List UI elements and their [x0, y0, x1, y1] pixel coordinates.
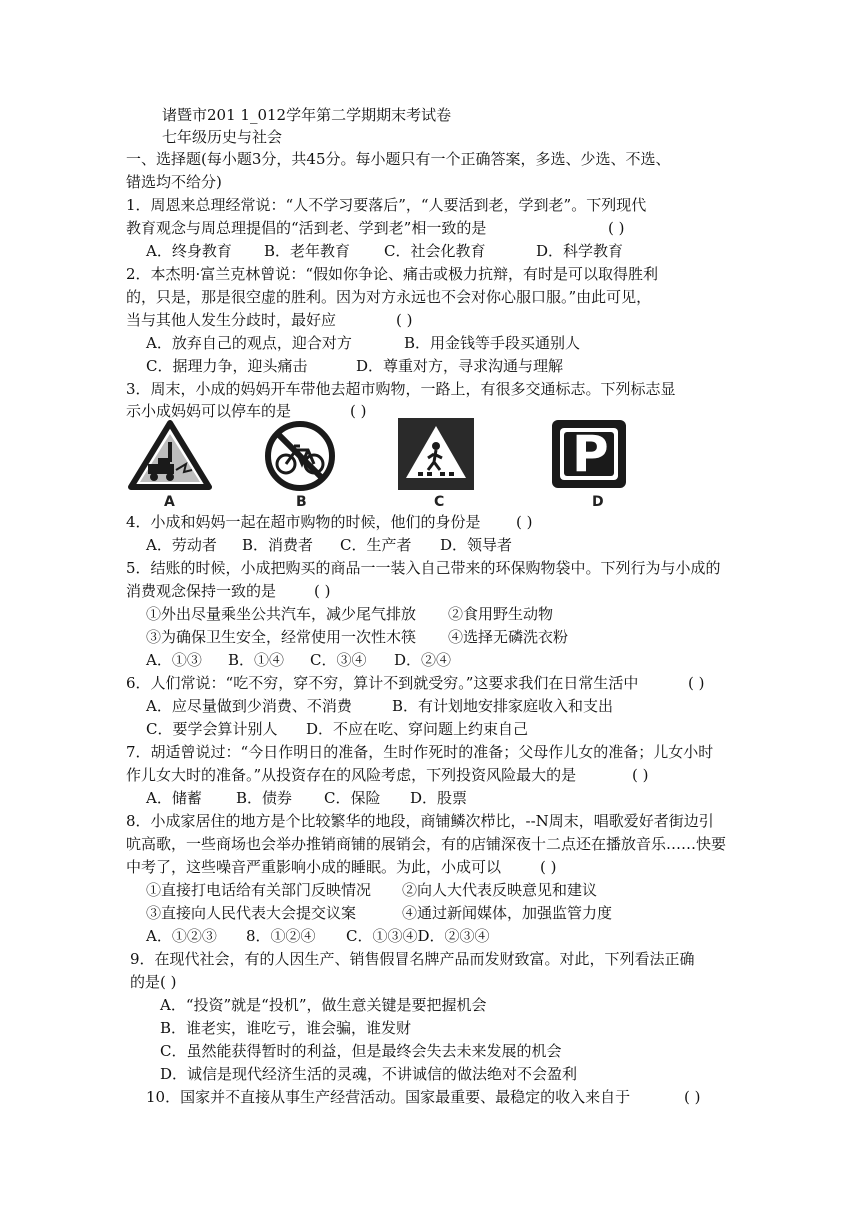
q7-stem-line-1: 7．胡适曾说过：“今日作明日的准备，生时作死时的准备；父母作儿女的准备；儿女小时: [126, 743, 714, 761]
q2-option-b: B．用金钱等手段买通别人: [404, 334, 581, 352]
q1-stem-line-2: 教育观念与周总理提倡的“活到老、学到老”相一致的是: [126, 219, 487, 237]
section-heading-line-2: 错选均不给分): [126, 173, 222, 191]
q6-option-b: B．有计划地安排家庭收入和支出: [392, 697, 614, 715]
q8-item-1: ①直接打电话给有关部门反映情况: [146, 881, 372, 899]
q10-stem: 10．国家并不直接从事生产经营活动。国家最重要、最稳定的收入来自于: [146, 1088, 631, 1106]
q8-option-b: 8．①②④: [246, 927, 316, 945]
q4-option-d: D．领导者: [440, 536, 513, 554]
q8-item-2: ②向人大代表反映意见和建议: [402, 881, 598, 899]
q8-stem-line-1: 8．小成家居住的地方是个比较繁华的地段，商铺鳞次栉比，--N周末，唱歌爱好者街边引: [126, 812, 714, 830]
pedestrian-crossing-icon: [396, 416, 476, 492]
q5-item-3: ③为确保卫生安全，经常使用一次性木筷: [146, 628, 417, 646]
q1-option-c: C．社会化教育: [384, 242, 486, 260]
sign-label-c: C: [434, 494, 445, 510]
q8-item-4: ④通过新闻媒体，加强监管力度: [402, 904, 613, 922]
q2-answer-paren: ( ): [396, 311, 413, 329]
q9-stem-line-1: 9．在现代社会，有的人因生产、销售假冒名牌产品而发财致富。对此，下列看法正确: [130, 950, 695, 968]
q1-option-d: D．科学教育: [536, 242, 624, 260]
q4-option-a: A．劳动者: [146, 536, 217, 554]
q2-stem-line-3: 当与其他人发生分歧时，最好应: [126, 311, 337, 329]
q5-option-b: B．①④: [228, 651, 285, 669]
q1-stem-line-1: 1．周恩来总理经常说：“人不学习要落后”，“人要活到老，学到老”。下列现代: [126, 196, 647, 214]
q7-option-b: B．债券: [236, 789, 293, 807]
q4-answer-paren: ( ): [516, 513, 533, 531]
q5-item-1: ①外出尽量乘坐公共汽车，减少尾气排放: [146, 605, 417, 623]
q6-stem: 6．人们常说：“吃不穷，穿不穷，算计不到就受穷。”这要求我们在日常生活中: [126, 674, 639, 692]
q7-answer-paren: ( ): [632, 766, 649, 784]
q2-stem-line-1: 2．本杰明·富兰克林曾说：“假如你争论、痛击或极力抗辩，有时是可以取得胜利: [126, 265, 658, 283]
exam-subject: 七年级历史与社会: [162, 128, 283, 146]
sign-label-d: D: [592, 494, 604, 510]
q5-item-2: ②食用野生动物: [448, 605, 554, 623]
warning-triangle-icon: [128, 420, 212, 490]
q8-answer-paren: ( ): [540, 858, 557, 876]
sign-label-b: B: [296, 494, 307, 510]
q5-stem-line-1: 5．结账的时候，小成把购买的商品一一装入自己带来的环保购物袋中。下列行为与小成的: [126, 559, 721, 577]
q1-option-b: B．老年教育: [264, 242, 351, 260]
q4-option-b: B．消费者: [242, 536, 314, 554]
sign-label-a: A: [164, 494, 175, 510]
q1-answer-paren: ( ): [608, 219, 625, 237]
q5-item-4: ④选择无磷洗衣粉: [448, 628, 569, 646]
q4-option-c: C．生产者: [340, 536, 412, 554]
q9-option-a: A．“投资”就是“投机”，做生意关键是要把握机会: [160, 996, 487, 1014]
q5-option-a: A．①③: [146, 651, 202, 669]
q2-option-c: C．据理力争，迎头痛击: [146, 357, 308, 375]
parking-letter: P: [572, 425, 609, 483]
q7-option-c: C．保险: [324, 789, 381, 807]
q2-option-d: D．尊重对方，寻求沟通与理解: [356, 357, 564, 375]
q8-stem-line-2: 吭高歌，一些商场也会举办推销商铺的展销会，有的店铺深夜十二点还在播放音乐……快要: [126, 835, 727, 853]
q5-answer-paren: ( ): [314, 582, 331, 600]
q2-option-a: A．放弃自己的观点，迎合对方: [146, 334, 352, 352]
q8-stem-line-3: 中考了，这些噪音严重影响小成的睡眠。为此，小成可以: [126, 858, 502, 876]
q7-option-a: A．储蓄: [146, 789, 202, 807]
q7-option-d: D．股票: [410, 789, 468, 807]
q8-option-cd: C．①③④D．②③④: [346, 927, 490, 945]
q6-option-a: A．应尽量做到少消费、不消费: [146, 697, 352, 715]
traffic-signs-figure: [126, 414, 646, 514]
q3-answer-paren: ( ): [350, 402, 367, 420]
q7-stem-line-2: 作儿女大时的准备。”从投资存在的风险考虑，下列投资风险最大的是: [126, 766, 577, 784]
q5-stem-line-2: 消费观念保持一致的是: [126, 582, 277, 600]
q10-answer-paren: ( ): [684, 1088, 701, 1106]
exam-title: 诸暨市201 1_012学年第二学期期末考试卷: [162, 106, 452, 124]
section-heading-line-1: 一、选择题(每小题3分，共45分。每小题只有一个正确答案，多选、少选、不选、: [126, 150, 671, 168]
q8-item-3: ③直接向人民代表大会提交议案: [146, 904, 357, 922]
q8-option-a: A．①②③: [146, 927, 217, 945]
q5-option-c: C．③④: [310, 651, 367, 669]
q4-stem: 4．小成和妈妈一起在超市购物的时候，他们的身份是: [126, 513, 481, 531]
q3-stem-line-2: 示小成妈妈可以停车的是: [126, 402, 292, 420]
q6-option-c: C．要学会算计别人: [146, 720, 278, 738]
q9-stem-line-2: 的是( ): [130, 973, 177, 991]
q9-option-c: C．虽然能获得暂时的利益，但是最终会失去未来发展的机会: [160, 1042, 562, 1060]
q9-option-b: B．谁老实，谁吃亏，谁会骗，谁发财: [160, 1019, 412, 1037]
q5-option-d: D．②④: [394, 651, 452, 669]
q6-option-d: D．不应在吃、穿问题上约束自己: [306, 720, 529, 738]
q2-stem-line-2: 的，只是，那是很空虚的胜利。因为对方永远也不会对你心服口服。”由此可见，: [126, 288, 652, 306]
q1-option-a: A．终身教育: [146, 242, 232, 260]
no-bicycle-icon: [264, 420, 336, 492]
q3-stem-line-1: 3．周末，小成的妈妈开车带他去超市购物，一路上，有很多交通标志。下列标志显: [126, 380, 676, 398]
q9-option-d: D．诚信是现代经济生活的灵魂，不讲诚信的做法绝对不会盈利: [160, 1065, 578, 1083]
q6-answer-paren: ( ): [688, 674, 705, 692]
